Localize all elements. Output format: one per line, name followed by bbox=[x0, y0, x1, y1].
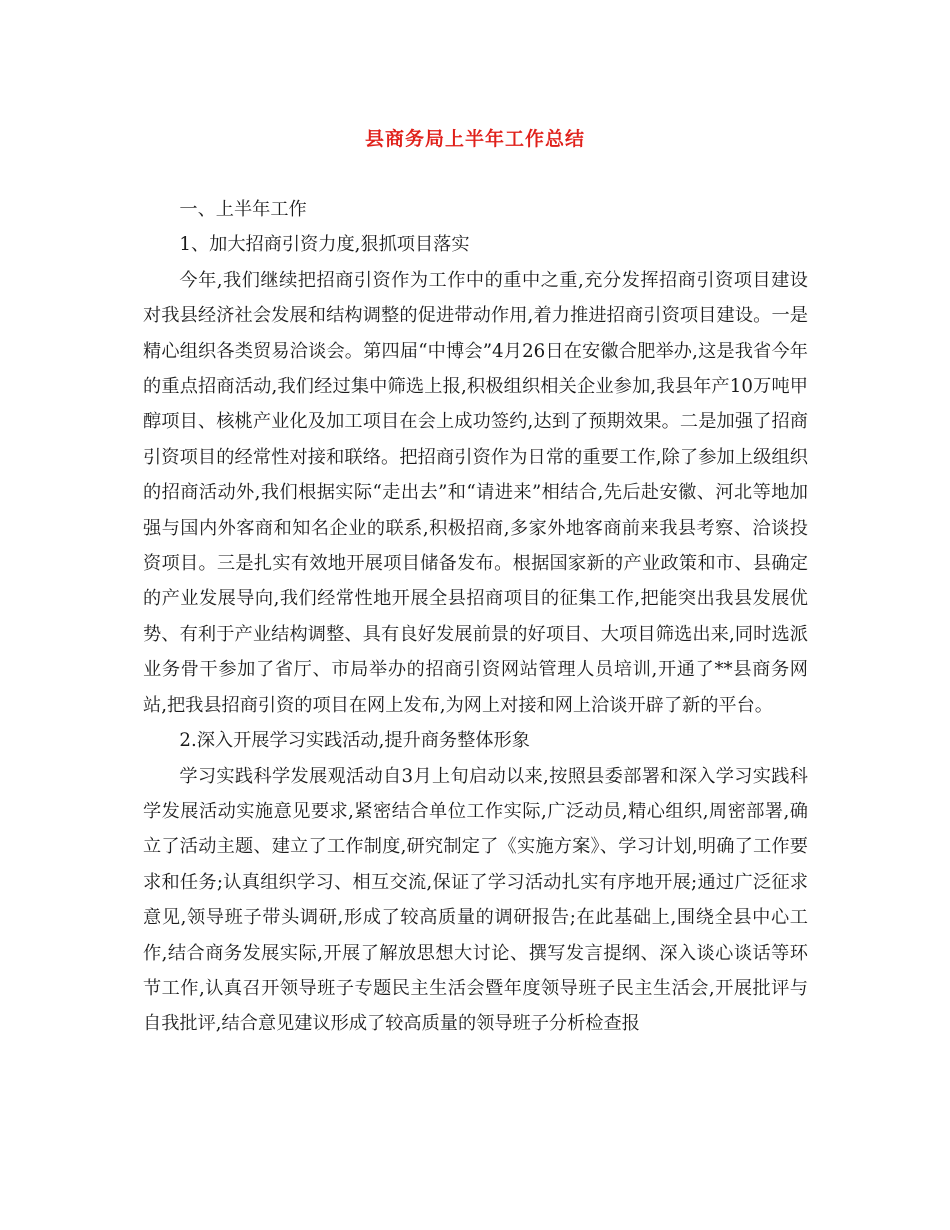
document-body bbox=[143, 192, 808, 1042]
subsection-heading: 1、加大招商引资力度,狠抓项目落实 bbox=[179, 234, 470, 256]
subsection-heading: 2.深入开展学习实践活动,提升商务整体形象 bbox=[179, 730, 530, 752]
body-paragraph: 学习实践科学发展观活动自3月上旬启动以来,按照县委部署和深入学习实践科学发展活动实施意见要求,紧密结合单位工作实际,广泛动员,精心组织,周密部署,确立了活动主题、建立了工作制度,研究制定了《实施方案》、学习计划,明确了工作要求和任务;认真组织学习、相互交流,保证了学习活动扎实有序地开展;通过广泛征求意见,领导班子带头调研,形成了较高质量的调研报告;在此基础上,围绕全县中心工作,结合商务发展实际,开展了解放思想大讨论、撰写发言提纲、深入谈心谈话等环节工作,认真召开领导班子专题民主生活会暨年度领导班子民主生活会,开展批评与自我批评,结合意见建议形成了较高质量的领导班子分析检查报 bbox=[143, 765, 808, 1035]
body-paragraph: 今年,我们继续把招商引资作为工作中的重中之重,充分发挥招商引资项目建设对我县经济社会发展和结构调整的促进带动作用,着力推进招商引资项目建设。一是精心组织各类贸易洽谈会。第四届“中博会”4月26日在安徽合肥举办,这是我省今年的重点招商活动,我们经过集中筛选上报,积极组织相关企业参加,我县年产10万吨甲醇项目、核桃产业化及加工项目在会上成功签约,达到了预期效果。二是加强了招商引资项目的经常性对接和联络。把招商引资作为日常的重要工作,除了参加上级组织的招商活动外,我们根据实际“走出去”和“请进来”相结合,先后赴安徽、河北等地加强与国内外客商和知名企业的联系,积极招商,多家外地客商前来我县考察、洽谈投资项目。三是扎实有效地开展项目储备发布。根据国家新的产业政策和市、县确定的产业发展导向,我们经常性地开展全县招商项目的征集工作,把能突出我县发展优势、有利于产业结构调整、具有良好发展前景的好项目、大项目筛选出来,同时选派业务骨干参加了省厅、市局举办的招商引资网站管理人员培训,开通了**县商务网站,把我县招商引资的项目在网上发布,为网上对接和网上洽谈开辟了新的平台。 bbox=[143, 269, 808, 716]
section-heading: 一、上半年工作 bbox=[179, 199, 307, 220]
document-title: 县商务局上半年工作总结 bbox=[364, 128, 585, 150]
